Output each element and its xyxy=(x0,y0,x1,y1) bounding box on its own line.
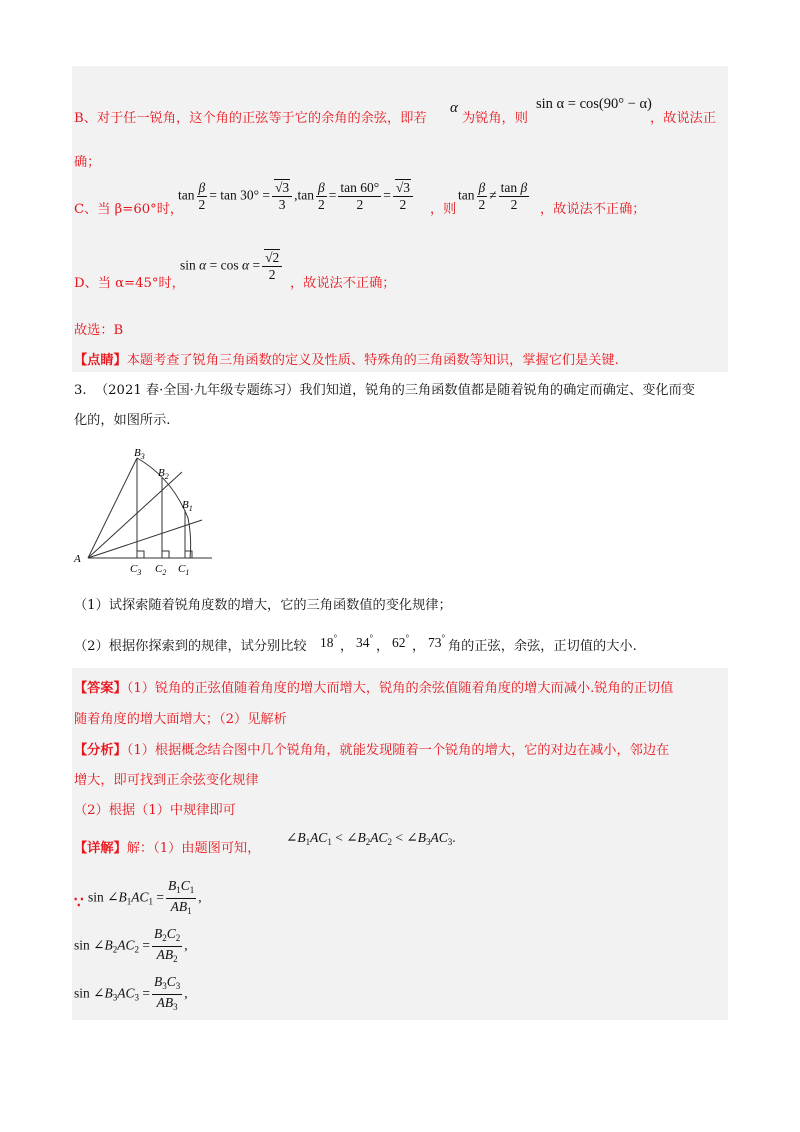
option-c-post: ，故说法不正确； xyxy=(540,202,646,217)
sin-b1: $\sin \angle B_1AC_1$ = $\frac{B_1C_1}{AB_1}$ , xyxy=(88,878,202,916)
angle-inequality: $\angle B_1AC_1$ < $\angle B_2AC_2$ < $\angle B_3AC_3$. xyxy=(286,830,456,847)
option-d-label: D、当 α=45°时， xyxy=(74,276,185,291)
analysis-line2: 增大，即可找到正余弦变化规律 xyxy=(74,773,259,788)
question-part2: （2）根据你探索到的规律，试分别比较 xyxy=(74,639,307,654)
comma-2: ， xyxy=(376,639,390,654)
question-part2-post: 角的正弦，余弦，正切值的大小. xyxy=(448,639,637,654)
detail-line: 【详解】解：（1）由题图可知， xyxy=(74,841,261,856)
option-b-line: B、对于任一锐角，这个角的正弦等于它的余角的余弦，即若 xyxy=(74,111,427,126)
option-c-label: C、当 β=60°时， xyxy=(74,202,184,217)
question-line1: 3. （2021 春·全国·九年级专题练习）我们知道，锐角的三角函数值都是随着锐角的确定而确定、变化而变 xyxy=(74,383,695,398)
question-part1: （1）试探索随着锐角度数的增大，它的三角函数值的变化规律； xyxy=(74,598,452,613)
label-b1: $B_1$ xyxy=(182,499,193,513)
option-c-inequality: tan $\frac{\beta}{2}$ ≠ $\frac{\text{tan β}}{2}$ xyxy=(458,180,528,212)
comma-3: ， xyxy=(412,639,426,654)
sin-b2: $\sin \angle B_2AC_2$ = $\frac{B_2C_2}{AB_2}$ , xyxy=(74,926,188,964)
choice-line: 故选：B xyxy=(74,323,124,338)
sin-b3: $\sin \angle B_3AC_3$ = $\frac{B_3C_3}{AB_3}$ , xyxy=(74,974,188,1012)
answer-line2: 随着角度的增大面增大；（2）见解析 xyxy=(74,712,287,727)
answer-line1: 【答案】（1）锐角的正弦值随着角度的增大而增大，锐角的余弦值随着角度的增大而减小.锐角的正切值 xyxy=(74,681,674,696)
label-b3: $B_3$ xyxy=(134,448,145,461)
label-b2: $B_2$ xyxy=(158,467,169,481)
label-c1: $C_1$ xyxy=(178,563,190,577)
analysis-line3: （2）根据（1）中规律即可 xyxy=(74,803,236,818)
question-line2: 化的，如图所示. xyxy=(74,413,171,428)
option-c-then: ，则 xyxy=(430,202,457,217)
option-b-line2: 确； xyxy=(74,155,101,170)
angle-34: 34° xyxy=(356,633,374,650)
angle-62: 62° xyxy=(392,633,410,650)
option-b-post: ，故说法正 xyxy=(650,111,716,126)
trig-figure xyxy=(72,448,212,578)
option-b-formula: sin α = cos(90° − α) xyxy=(536,96,652,112)
label-a: A xyxy=(74,553,81,565)
option-c-formula: tan $\frac{\beta}{2}$ = tan 30° = $\frac{√3}{3}$ ,tan $\frac{\beta}{2}$ = $\frac{\tan 60^\circ}{2}$ = $\frac{√3}{2}$ xyxy=(178,180,415,213)
angle-73: 73° xyxy=(428,633,446,650)
label-c3: $C_3$ xyxy=(130,563,142,577)
comma-1: ， xyxy=(340,639,354,654)
option-d-post: ，故说法不正确； xyxy=(290,276,396,291)
option-b-mid: 为锐角，则 xyxy=(462,111,528,126)
option-d-formula: sin α = cos α = $\frac{√2}{2}$ xyxy=(180,250,284,283)
analysis-line1: 【分析】（1）根据概念结合图中几个锐角角，就能发现随着一个锐角的增大，它的对边在减小，邻边在 xyxy=(74,743,670,758)
alpha-symbol: α xyxy=(450,100,458,116)
label-c2: $C_2$ xyxy=(155,563,167,577)
because-symbol: ∵ xyxy=(74,893,84,911)
angle-18: 18° xyxy=(320,633,338,650)
comment-line: 【点睛】本题考查了锐角三角函数的定义及性质、特殊角的三角函数等知识，掌握它们是关键. xyxy=(74,353,619,368)
